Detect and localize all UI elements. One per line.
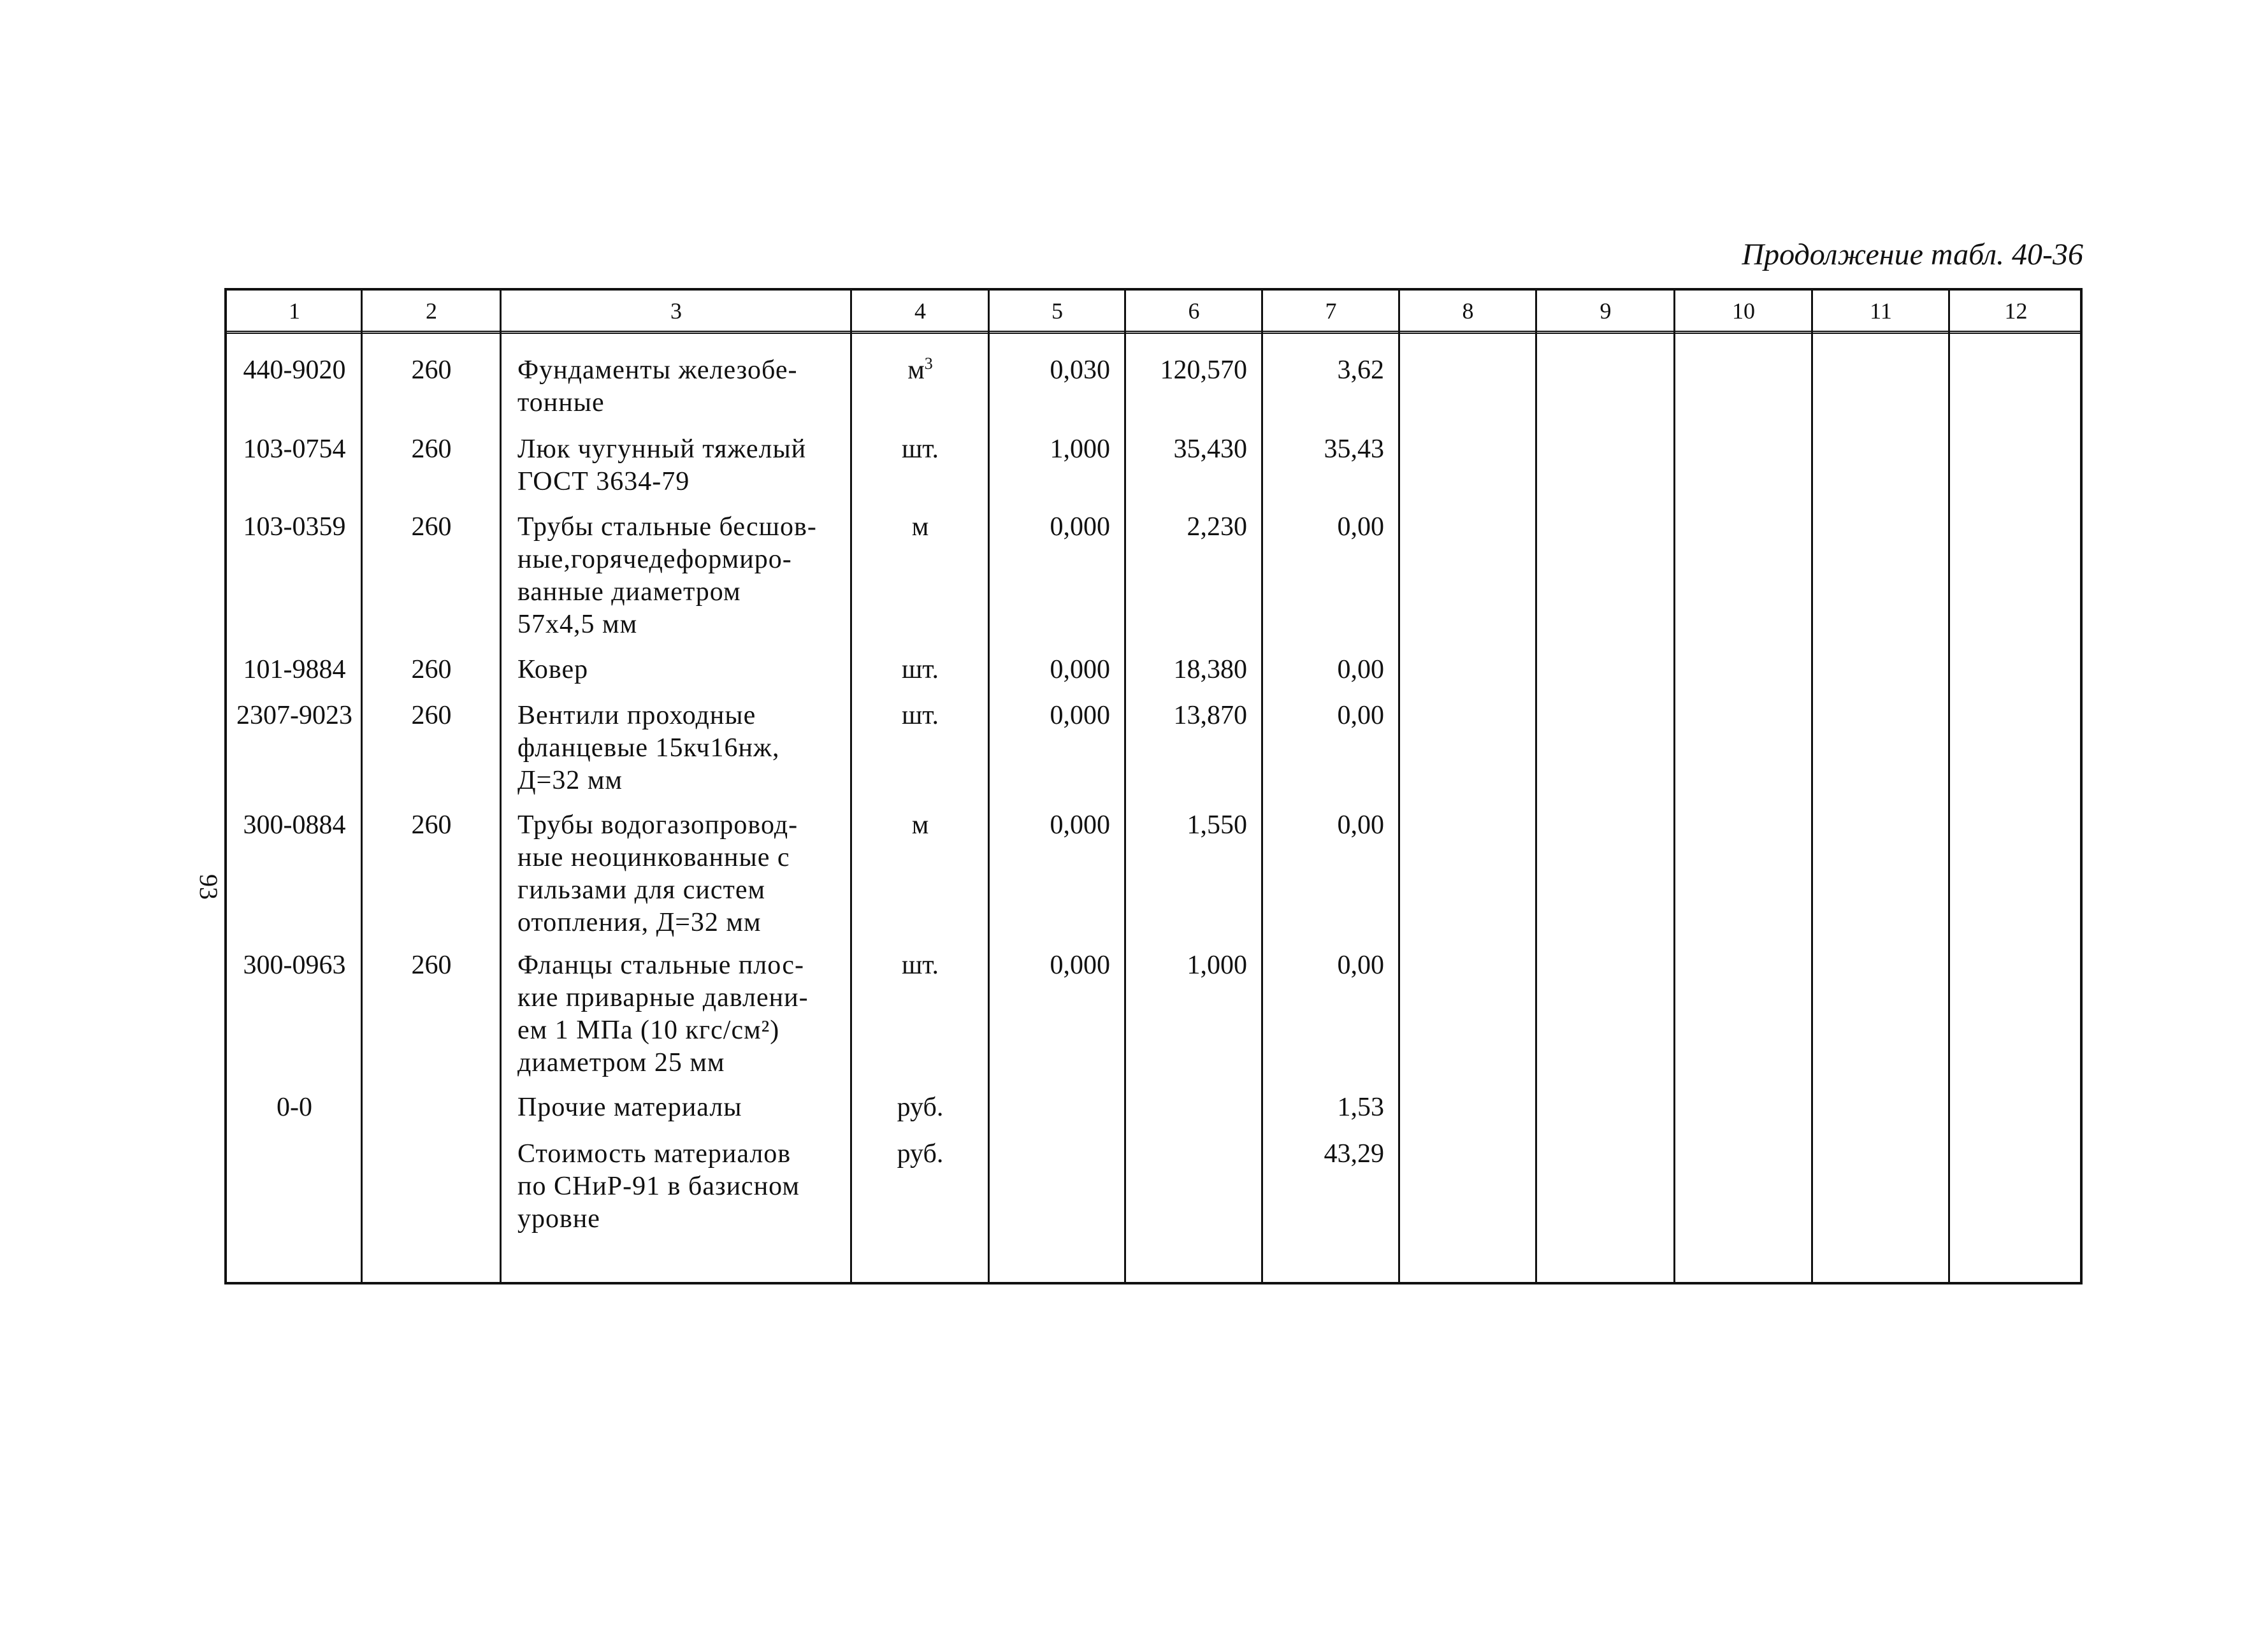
cell-price: 120,570 (1160, 356, 1247, 385)
cell-group: 260 (411, 701, 452, 730)
cell-total: 0,00 (1337, 701, 1384, 730)
name-line: Фундаменты железобе- (517, 356, 798, 385)
cell-total: 43,29 (1324, 1139, 1384, 1169)
column-header-2: 2 (426, 298, 437, 324)
name-line: Ковер (517, 655, 589, 684)
column-divider (1948, 291, 1950, 1282)
cell-name (517, 1138, 848, 1235)
column-divider (1535, 291, 1537, 1282)
cell-qty: 1,000 (1050, 435, 1110, 464)
name-line: ванные диаметром (517, 577, 741, 607)
name-line: ем 1 МПа (10 кгс/см²) (517, 1016, 780, 1045)
name-line: ные,горячедеформиро- (517, 545, 792, 574)
cell-name (517, 654, 848, 686)
cell-name (517, 1091, 848, 1124)
cell-qty: 0,000 (1050, 512, 1110, 542)
cell-name (517, 700, 848, 797)
unit-text: руб. (897, 1093, 944, 1122)
cell-group: 260 (411, 951, 452, 980)
cell-name (517, 433, 848, 498)
column-header-6: 6 (1188, 298, 1200, 324)
cell-unit (854, 511, 986, 543)
name-line: Вентили проходные (517, 701, 756, 730)
name-line: Люк чугунный тяжелый (517, 435, 807, 464)
cell-price: 2,230 (1187, 512, 1247, 542)
cell-name (517, 511, 848, 641)
column-header-1: 1 (289, 298, 300, 324)
table-caption: Продолжение табл. 40-36 (1742, 238, 2083, 271)
name-line: кие приварные давлени- (517, 983, 809, 1012)
column-header-10: 10 (1732, 298, 1755, 324)
unit-text: м (907, 356, 925, 385)
name-line: уровне (517, 1204, 600, 1234)
cell-unit (854, 433, 986, 466)
cell-unit (854, 1091, 986, 1124)
name-line: отопления, Д=32 мм (517, 908, 762, 937)
page-number: 93 (194, 874, 223, 900)
column-header-11: 11 (1870, 298, 1892, 324)
column-divider (988, 291, 990, 1282)
column-divider (361, 291, 363, 1282)
unit-text: м (911, 810, 929, 840)
cell-code: 440-9020 (243, 356, 346, 385)
unit-text: шт. (901, 655, 939, 684)
cell-name (517, 949, 848, 1079)
cell-code: 0-0 (277, 1093, 312, 1122)
cell-group: 260 (411, 435, 452, 464)
cell-total: 0,00 (1337, 810, 1384, 840)
column-header-7: 7 (1325, 298, 1337, 324)
cell-group: 260 (411, 655, 452, 684)
column-divider (1261, 291, 1263, 1282)
column-divider (1673, 291, 1675, 1282)
unit-superscript: 3 (924, 354, 933, 373)
name-line: Трубы стальные бесшов- (517, 512, 817, 542)
cell-code: 2307-9023 (236, 701, 352, 730)
column-header-12: 12 (2004, 298, 2028, 324)
cell-unit (854, 354, 986, 387)
cell-total: 3,62 (1337, 356, 1384, 385)
cell-unit (854, 1138, 986, 1170)
name-line: Трубы водогазопровод- (517, 810, 798, 840)
name-line: 57х4,5 мм (517, 610, 638, 639)
cell-total: 0,00 (1337, 512, 1384, 542)
cell-price: 1,550 (1187, 810, 1247, 840)
unit-text: м (911, 512, 929, 542)
cell-group: 260 (411, 810, 452, 840)
cell-code: 300-0963 (243, 951, 346, 980)
name-line: фланцевые 15кч16нж, (517, 733, 780, 763)
name-line: Прочие материалы (517, 1093, 742, 1122)
cell-total: 1,53 (1337, 1093, 1384, 1122)
cell-code: 101-9884 (243, 655, 346, 684)
name-line: ГОСТ 3634-79 (517, 467, 690, 496)
name-line: Д=32 мм (517, 766, 623, 795)
unit-text: руб. (897, 1139, 944, 1169)
column-header-4: 4 (914, 298, 926, 324)
cell-qty: 0,030 (1050, 356, 1110, 385)
cell-name (517, 809, 848, 939)
unit-text: шт. (901, 951, 939, 980)
cell-price: 1,000 (1187, 951, 1247, 980)
cell-unit (854, 809, 986, 842)
cell-code: 103-0754 (243, 435, 346, 464)
table-header-row (227, 291, 2080, 334)
cell-total: 0,00 (1337, 655, 1384, 684)
cell-price: 13,870 (1173, 701, 1247, 730)
column-header-3: 3 (670, 298, 682, 324)
column-divider (1124, 291, 1126, 1282)
cell-group: 260 (411, 356, 452, 385)
column-divider (500, 291, 502, 1282)
cell-code: 300-0884 (243, 810, 346, 840)
cell-group: 260 (411, 512, 452, 542)
cell-price: 35,430 (1173, 435, 1247, 464)
column-divider (850, 291, 852, 1282)
cell-code: 103-0359 (243, 512, 346, 542)
cell-total: 35,43 (1324, 435, 1384, 464)
name-line: Фланцы стальные плос- (517, 951, 804, 980)
name-line: Стоимость материалов (517, 1139, 791, 1169)
cell-qty: 0,000 (1050, 655, 1110, 684)
name-line: диаметром 25 мм (517, 1048, 725, 1077)
cell-unit (854, 654, 986, 686)
cell-qty: 0,000 (1050, 951, 1110, 980)
name-line: по СНиР-91 в базисном (517, 1172, 800, 1201)
name-line: тонные (517, 388, 605, 417)
column-header-8: 8 (1462, 298, 1474, 324)
cell-price: 18,380 (1173, 655, 1247, 684)
name-line: гильзами для систем (517, 875, 766, 905)
column-divider (1398, 291, 1400, 1282)
column-header-5: 5 (1051, 298, 1063, 324)
column-header-9: 9 (1600, 298, 1612, 324)
cell-qty: 0,000 (1050, 701, 1110, 730)
materials-table (224, 288, 2083, 1284)
unit-text: шт. (901, 435, 939, 464)
cell-qty: 0,000 (1050, 810, 1110, 840)
cell-unit (854, 949, 986, 982)
cell-unit (854, 700, 986, 732)
name-line: ные неоцинкованные с (517, 843, 790, 872)
cell-name (517, 354, 848, 419)
unit-text: шт. (901, 701, 939, 730)
column-divider (1811, 291, 1813, 1282)
cell-total: 0,00 (1337, 951, 1384, 980)
